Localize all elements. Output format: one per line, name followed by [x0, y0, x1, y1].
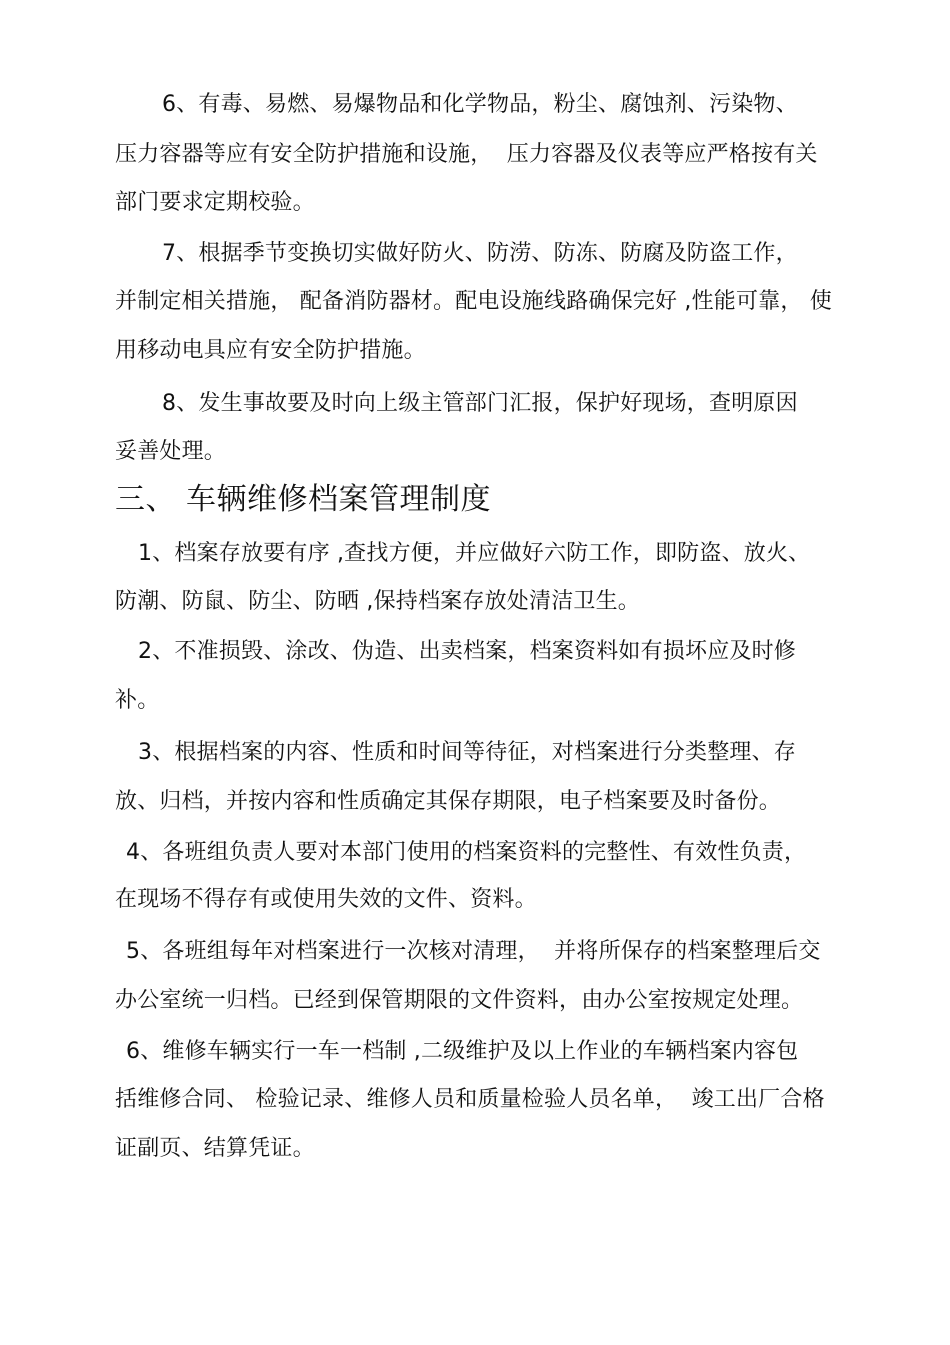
- paragraph-line: 5、各班组每年对档案进行一次核对清理， 并将所保存的档案整理后交: [126, 939, 821, 964]
- paragraph-line: 4、各班组负责人要对本部门使用的档案资料的完整性、有效性负责，: [126, 840, 807, 865]
- paragraph-line: 7、根据季节变换切实做好防火、防涝、防冻、防腐及防盗工作，: [162, 241, 798, 266]
- paragraph-line: 证副页、结算凭证。: [115, 1136, 315, 1161]
- paragraph-line: 括维修合同、 检验记录、维修人员和质量检验人员名单， 竣工出厂合格: [115, 1087, 825, 1112]
- paragraph-line: 防潮、防鼠、防尘、防晒 ,保持档案存放处清洁卫生。: [115, 589, 640, 614]
- paragraph-line: 补。: [115, 688, 160, 713]
- paragraph-line: 6、维修车辆实行一车一档制 ,二级维护及以上作业的车辆档案内容包: [126, 1039, 799, 1064]
- paragraph-line: 3、根据档案的内容、性质和时间等待征，对档案进行分类整理、存: [138, 740, 796, 765]
- paragraph-line: 2、不准损毁、涂改、伪造、出卖档案，档案资料如有损坏应及时修: [138, 639, 796, 664]
- paragraph-line: 在现场不得存有或使用失效的文件、资料。: [115, 887, 537, 912]
- paragraph-line: 放、归档，并按内容和性质确定其保存期限，电子档案要及时备份。: [115, 789, 782, 814]
- paragraph-line: 8、发生事故要及时向上级主管部门汇报，保护好现场，查明原因: [162, 391, 798, 416]
- paragraph-line: 压力容器等应有安全防护措施和设施， 压力容器及仪表等应严格按有关: [115, 142, 818, 167]
- paragraph-line: 办公室统一归档。已经到保管期限的文件资料，由办公室按规定处理。: [115, 988, 804, 1013]
- paragraph-line: 妥善处理。: [115, 439, 227, 464]
- paragraph-line: 并制定相关措施， 配备消防器材。配电设施线路确保完好 ,性能可靠， 使: [115, 289, 832, 314]
- paragraph-line: 部门要求定期校验。: [115, 190, 315, 215]
- section-heading: 三、 车辆维修档案管理制度: [115, 482, 492, 517]
- paragraph-line: 6、有毒、易燃、易爆物品和化学物品，粉尘、腐蚀剂、污染物、: [162, 92, 798, 117]
- paragraph-line: 用移动电具应有安全防护措施。: [115, 338, 426, 363]
- paragraph-line: 1、档案存放要有序 ,查找方便，并应做好六防工作，即防盗、放火、: [138, 541, 811, 566]
